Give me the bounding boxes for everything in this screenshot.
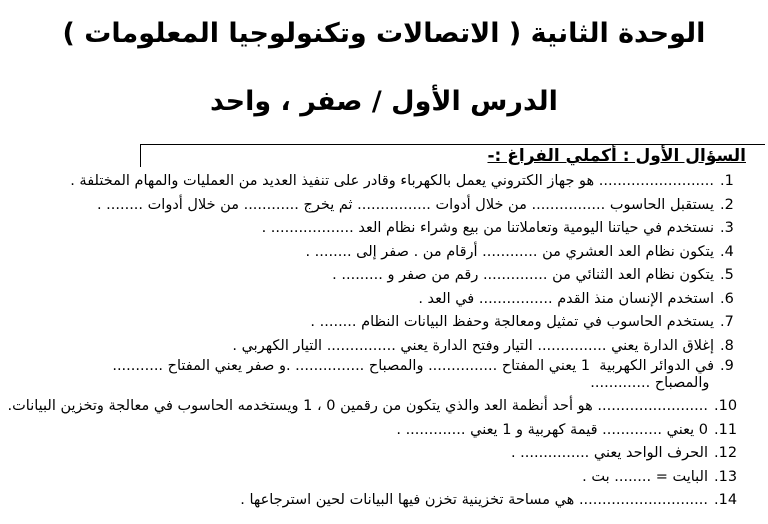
lesson-title: الدرس الأول / صفر ، واحد xyxy=(210,86,558,117)
list-item xyxy=(24,311,754,335)
item-text: في الدوائر الكهربية 1 يعني المفتاح ............... والمصباح ............... .و صفر يعني المفتاح ........... والمصباح ............. xyxy=(112,358,714,391)
list-item xyxy=(24,335,754,359)
item-text: 0 يعني ............. قيمة كهربية و 1 يعني ............. . xyxy=(396,421,708,438)
item-number: .6 xyxy=(720,290,734,307)
list-item xyxy=(7,395,754,419)
item-text: استخدم الإنسان منذ القدم ................ في العد . xyxy=(418,290,714,307)
question-heading: السؤال الأول : أكملي الفراغ :- xyxy=(487,146,746,166)
list-item xyxy=(24,288,754,312)
item-text: إغلاق الدارة يعني ............... التيار وفتح الدارة يعني ............... التيار الكهربي . xyxy=(232,337,714,354)
list-item xyxy=(24,194,754,218)
item-number: .10 xyxy=(714,398,738,414)
list-item xyxy=(24,466,754,490)
item-text: يستخدم الحاسوب في تمثيل ومعالجة وحفظ البيانات النظام ........ . xyxy=(310,314,714,330)
item-text: يتكون نظام العد العشري من ............ أرقام من . صفر إلى ........ . xyxy=(305,243,714,260)
list-item xyxy=(24,241,754,265)
list-item xyxy=(24,358,754,395)
item-number: .1 xyxy=(720,173,734,189)
item-text: الحرف الواحد يعني ............... . xyxy=(510,445,708,461)
item-number: .5 xyxy=(720,267,734,283)
list-item xyxy=(24,217,754,241)
item-text: يستقبل الحاسوب ................ من خلال أدوات ................ ثم يخرج ............ من خلال أدوات ........ . xyxy=(96,196,714,213)
item-number: .14 xyxy=(714,492,738,508)
item-text: البايت = ........ بت . xyxy=(582,468,708,485)
item-text: نستخدم في حياتنا اليومية وتعاملاتنا من بيع وشراء نظام العد .................. . xyxy=(261,220,714,236)
item-text: ........................ هو أحد أنظمة العد والذي يتكون من رقمين 0 ، 1 ويستخدمه الحاسوب في معالجة وتخزين البيانات. xyxy=(7,398,708,414)
item-text: يتكون نظام العد الثنائي من .............. رقم من صفر و ......... . xyxy=(332,267,714,283)
item-number: .3 xyxy=(720,220,734,236)
item-number: .12 xyxy=(714,445,738,461)
item-text: ............................ هي مساحة تخزينية تخزن فيها البيانات لحين استرجاعها . xyxy=(240,492,708,508)
item-text: ......................... هو جهاز الكتروني يعمل بالكهرباء وقادر على تنفيذ العديد من العمليات والمهام المختلفة . xyxy=(70,173,714,189)
item-number: .2 xyxy=(720,196,734,213)
item-number: .7 xyxy=(720,314,734,330)
item-number: .11 xyxy=(714,421,738,438)
list-item xyxy=(24,419,754,443)
item-number: .4 xyxy=(720,243,734,260)
fill-in-list xyxy=(7,170,754,513)
item-number: .13 xyxy=(714,468,738,485)
list-item xyxy=(24,170,754,194)
list-item xyxy=(24,264,754,288)
item-number: .8 xyxy=(720,337,734,354)
item-number: .9 xyxy=(720,358,734,374)
list-item xyxy=(24,442,754,466)
unit-title: الوحدة الثانية ( الاتصالات وتكنولوجيا المعلومات ) xyxy=(62,18,706,49)
list-item xyxy=(24,489,754,513)
